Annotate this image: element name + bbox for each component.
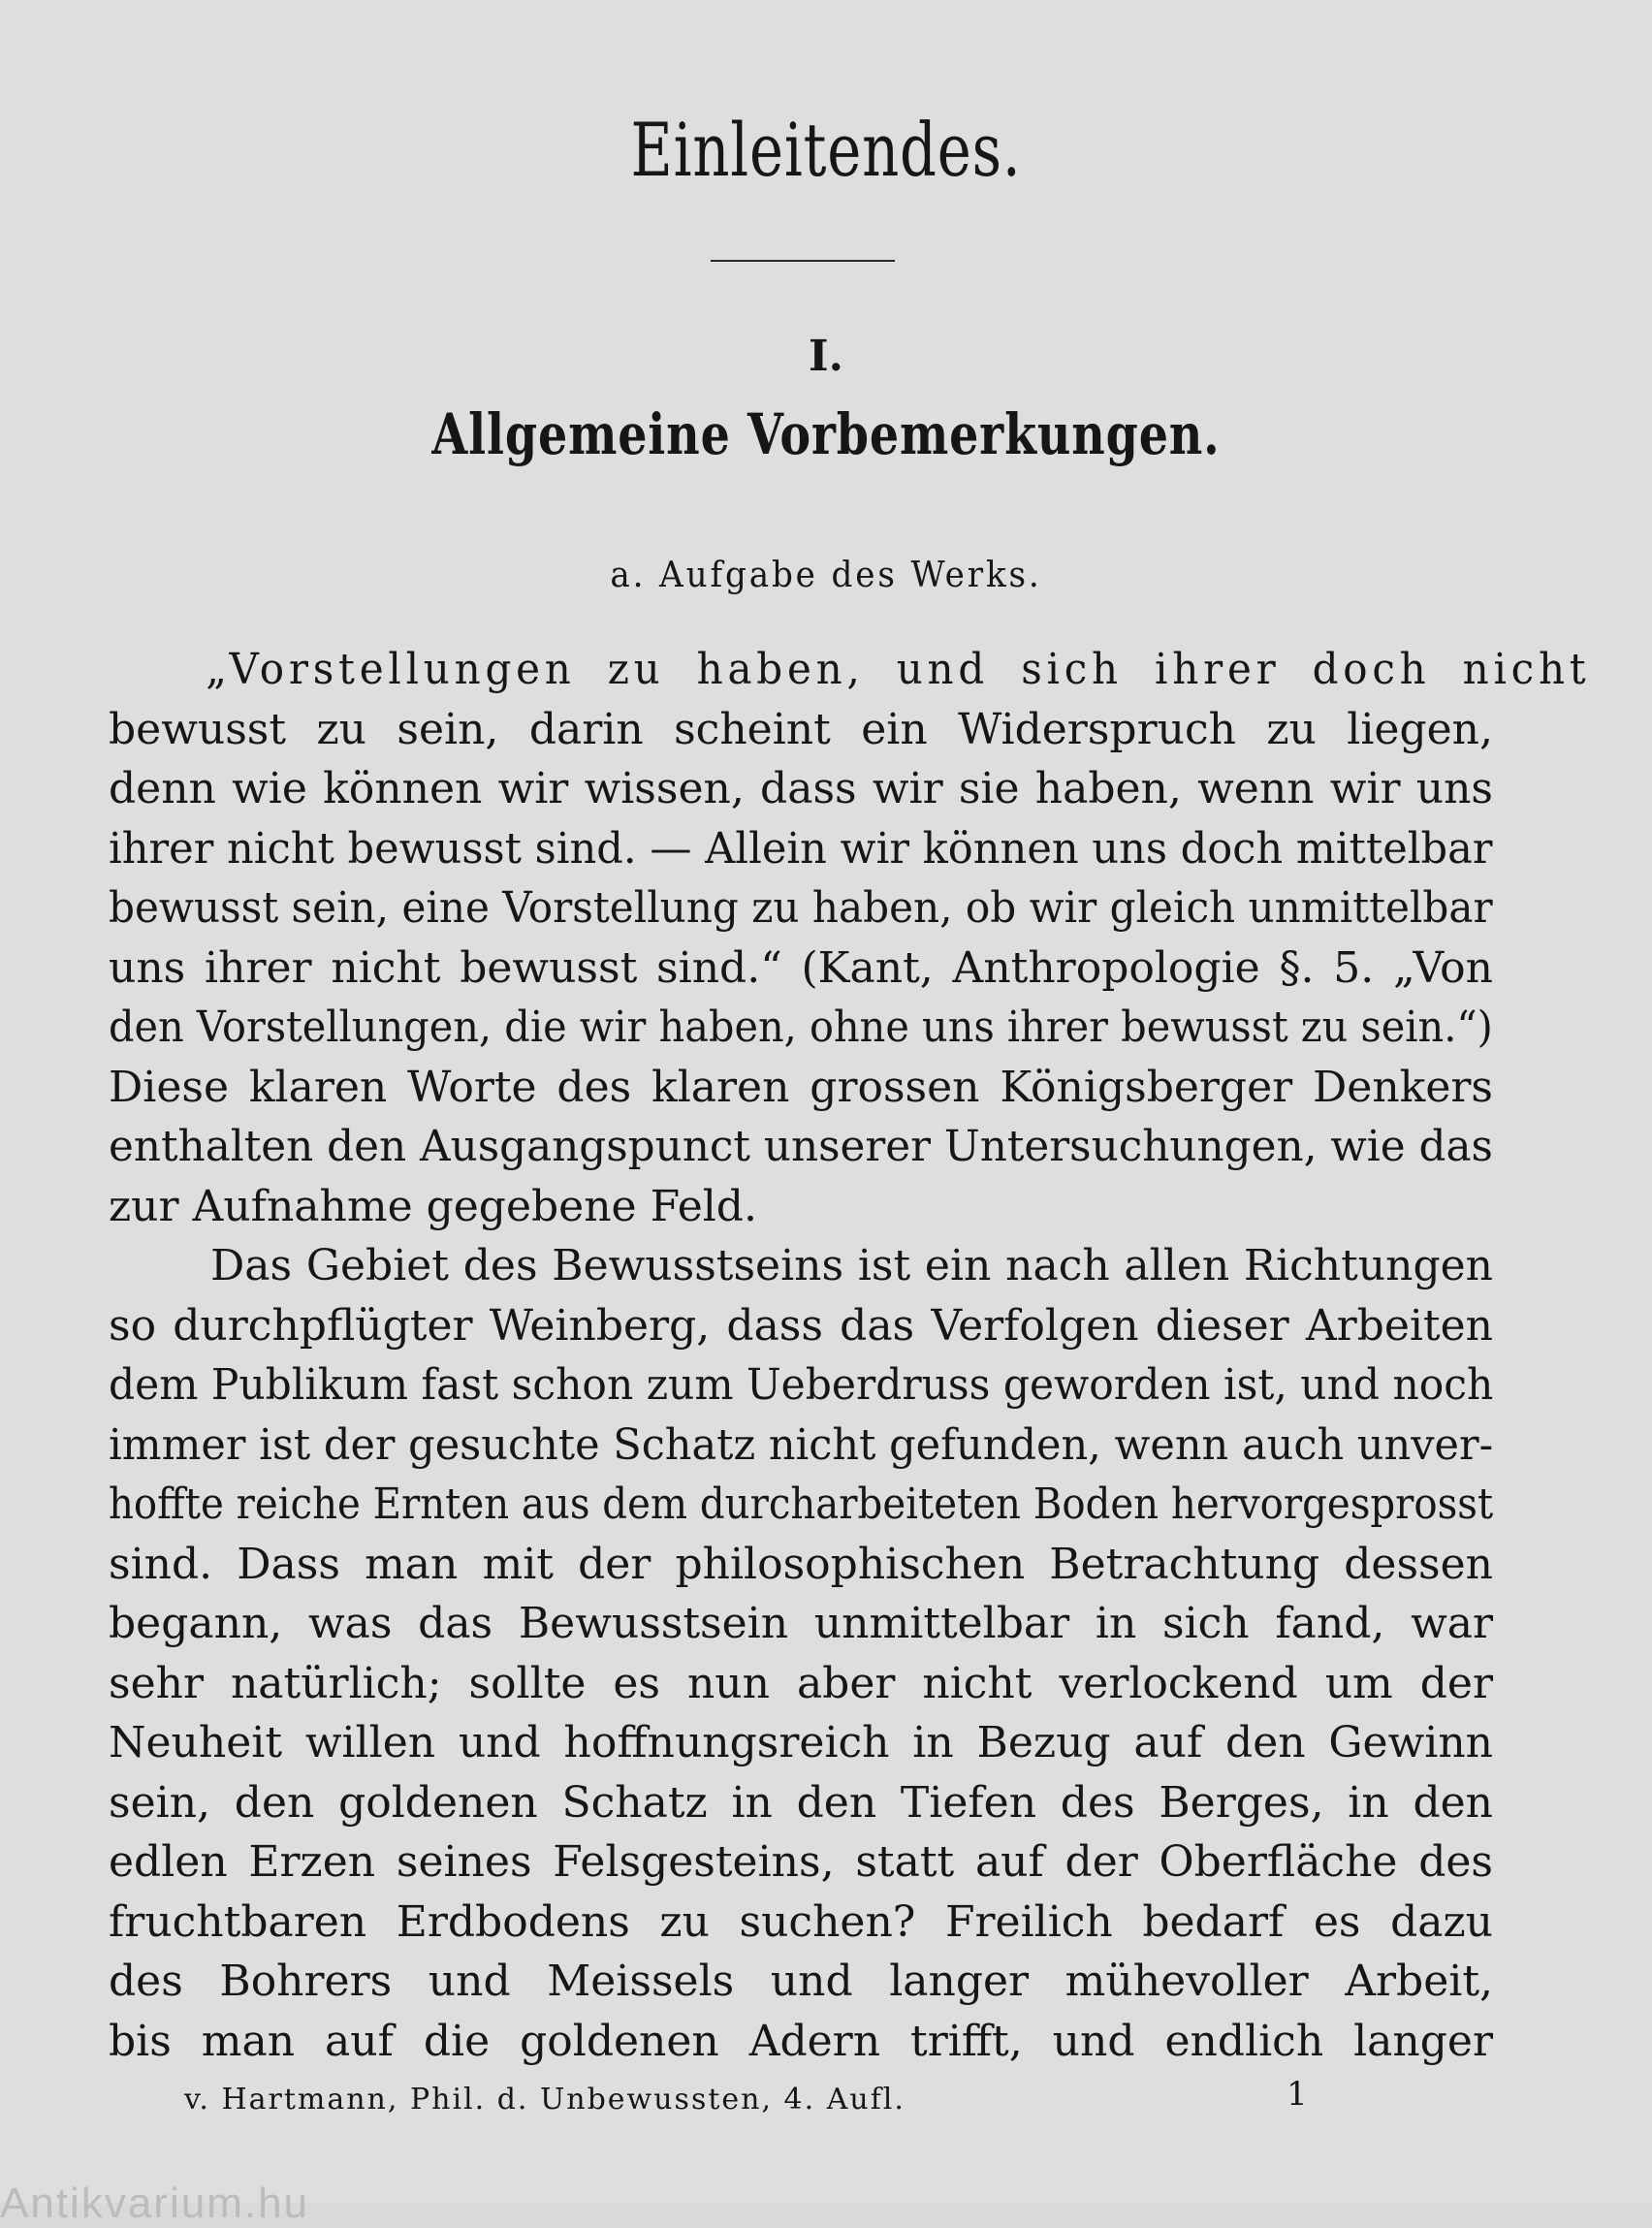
text-line: bewusst zu sein, darin scheint ein Widerspruch zu liegen,: [109, 704, 1493, 754]
text-line: bis man auf die goldenen Adern trifft, und endlich langer: [109, 2016, 1493, 2066]
text-line: ihrer nicht bewusst sind. — Allein wir können uns doch mittelbar: [109, 823, 1493, 874]
text-line: edlen Erzen seines Felsgesteins, statt auf der Oberfläche des: [109, 1837, 1493, 1887]
text-line: hoffte reiche Ernten aus dem durcharbeiteten Boden hervorgesprosst: [109, 1480, 1494, 1529]
text-line: begann, was das Bewusstsein unmittelbar in sich fand, war: [109, 1599, 1493, 1648]
section-title: Allgemeine Vorbemerkungen.: [431, 401, 1221, 467]
text-line: sein, den goldenen Schatz in den Tiefen des Berges, in den: [109, 1777, 1493, 1828]
text-line: uns ihrer nicht bewusst sind.“ (Kant, Anthropologie §. 5. „Von: [109, 942, 1493, 993]
text-line: dem Publikum fast schon zum Ueberdruss geworden ist, und noch: [109, 1360, 1494, 1410]
text-line: fruchtbaren Erdbodens zu suchen? Freilich bedarf es dazu: [109, 1896, 1493, 1947]
signature-line: v. Hartmann, Phil. d. Unbewussten, 4. Aufl.: [184, 2083, 905, 2117]
chapter-title: Einleitendes.: [630, 107, 1022, 193]
watermark: Antikvarium.hu: [0, 2180, 310, 2227]
text-line: Das Gebiet des Bewusstseins ist ein nach allen Richtungen: [210, 1241, 1493, 1290]
text-line: „Vorstellungen zu haben, und sich ihrer doch nicht: [206, 645, 1591, 694]
text-line: des Bohrers und Meissels und langer mühevoller Arbeit,: [109, 1957, 1493, 2006]
page-number: 1: [1287, 2075, 1308, 2114]
text-line: enthalten den Ausgangspunct unserer Untersuchungen, wie das: [109, 1122, 1493, 1171]
text-line: zur Aufnahme gegebene Feld.: [109, 1181, 757, 1231]
body-text: [109, 640, 1591, 2071]
text-line: Neuheit willen und hoffnungsreich in Bezug auf den Gewinn: [109, 1718, 1493, 1767]
text-line: Diese klaren Worte des klaren grossen Königsberger Denkers: [109, 1062, 1493, 1112]
section-numeral: I.: [809, 332, 843, 381]
text-line: so durchpflügter Weinberg, dass das Verfolgen dieser Arbeiten: [109, 1300, 1493, 1351]
text-line: sind. Dass man mit der philosophischen Betrachtung dessen: [109, 1539, 1493, 1589]
text-line: bewusst sein, eine Vorstellung zu haben, ob wir gleich unmittelbar: [109, 883, 1493, 933]
subsection-heading: a. Aufgabe des Werks.: [610, 556, 1042, 595]
text-line: denn wie können wir wissen, dass wir sie haben, wenn wir uns: [109, 764, 1493, 813]
text-line: immer ist der gesuchte Schatz nicht gefunden, wenn auch unver-: [109, 1419, 1494, 1470]
title-divider: [711, 260, 895, 262]
text-line: sehr natürlich; sollte es nun aber nicht verlockend um der: [109, 1658, 1493, 1708]
text-line: den Vorstellungen, die wir haben, ohne uns ihrer bewusst zu sein.“): [109, 1003, 1493, 1052]
